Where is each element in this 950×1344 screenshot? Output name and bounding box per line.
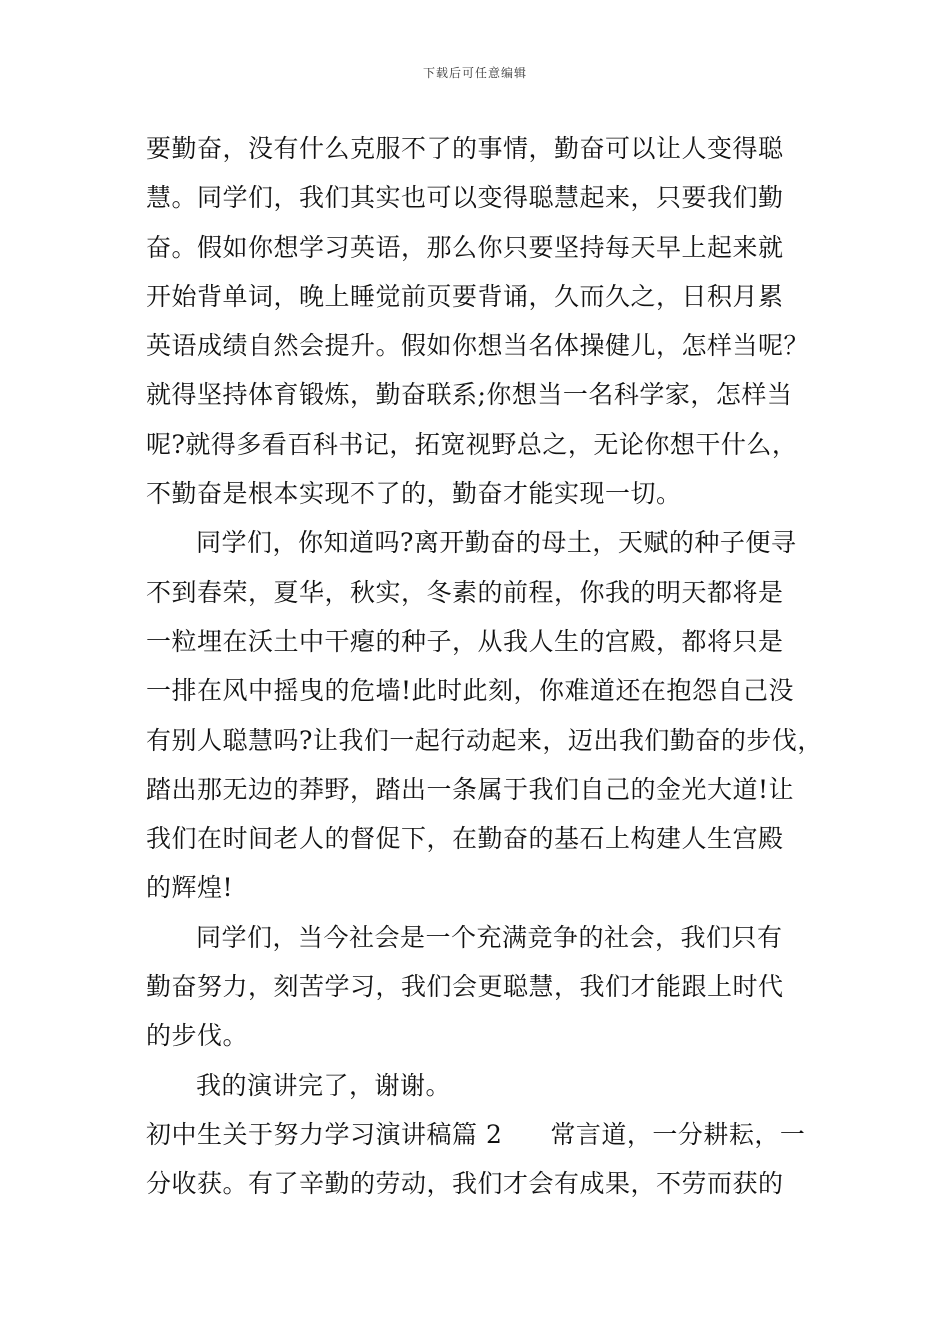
section-2	[146, 1110, 826, 1209]
text-line: 同学们，你知道吗?离开勤奋的母土，天赋的种子便寻	[196, 528, 797, 558]
text-line: 一排在风中摇曳的危墙!此时此刻，你难道还在抱怨自己没	[146, 676, 795, 706]
section-title: 初中生关于努力学习演讲稿篇 2	[146, 1119, 503, 1149]
text-line: 勤奋努力，刻苦学习，我们会更聪慧，我们才能跟上时代	[146, 972, 784, 1002]
section-first-line-text: 常言道，一分耕耘，一	[550, 1119, 806, 1149]
text-line: 慧。同学们，我们其实也可以变得聪慧起来，只要我们勤	[146, 183, 784, 213]
section-heading-line	[146, 1110, 826, 1159]
text-line: 同学们，当今社会是一个充满竞争的社会，我们只有	[196, 922, 783, 952]
text-line: 开始背单词，晚上睡觉前页要背诵，久而久之，日积月累	[146, 281, 784, 311]
paragraph-3	[146, 913, 826, 1061]
text-line: 有别人聪慧吗?让我们一起行动起来，迈出我们勤奋的步伐，	[146, 725, 823, 755]
text-line: 我的演讲完了，谢谢。	[196, 1070, 452, 1100]
text-line: 英语成绩自然会提升。假如你想当名体操健儿，怎样当呢？	[146, 331, 810, 361]
text-line: 一粒埋在沃土中干瘪的种子，从我人生的宫殿，都将只是	[146, 626, 784, 656]
text-line: 就得坚持体育锻炼，勤奋联系;你想当一名科学家，怎样当	[146, 380, 793, 410]
text-line: 要勤奋，没有什么克服不了的事情，勤奋可以让人变得聪	[146, 134, 784, 163]
paragraph-1	[146, 124, 826, 518]
text-line: 的步伐。	[146, 1021, 249, 1051]
paragraph-2	[146, 518, 826, 912]
text-line: 分收获。有了辛勤的劳动，我们才会有成果，不劳而获的	[146, 1169, 784, 1199]
paragraph-4	[146, 1061, 826, 1110]
text-line: 不勤奋是根本实现不了的，勤奋才能实现一切。	[146, 479, 682, 509]
document-body	[146, 124, 826, 1209]
text-line: 呢?就得多看百科书记，拓宽视野总之，无论你想干什么，	[146, 429, 798, 459]
text-line: 的辉煌!	[146, 873, 234, 903]
text-line: 奋。假如你想学习英语，那么你只要坚持每天早上起来就	[146, 232, 784, 262]
text-line: 我们在时间老人的督促下，在勤奋的基石上构建人生宫殿	[146, 824, 784, 854]
text-line: 踏出那无边的莽野，踏出一条属于我们自己的金光大道!让	[146, 774, 795, 804]
text-line: 不到春荣，夏华，秋实，冬素的前程，你我的明天都将是	[146, 577, 784, 607]
page-header: 下载后可任意编辑	[422, 66, 527, 80]
